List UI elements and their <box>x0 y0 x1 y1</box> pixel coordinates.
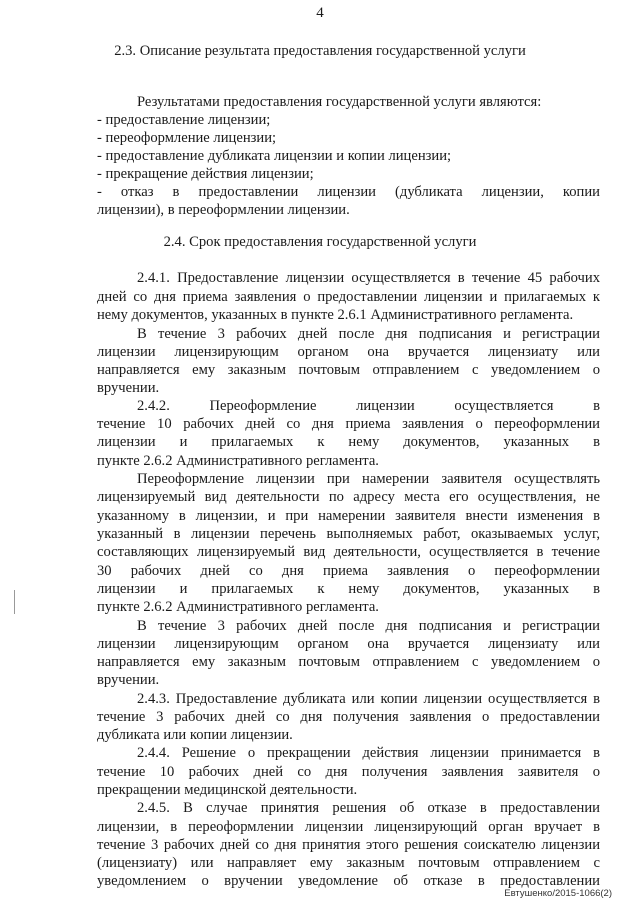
text-line: лицензии, в переоформлении лицензии лицензирующий орган вручает в <box>97 819 600 835</box>
text-line: течение 10 рабочих дней со дня получения заявления заявителя о <box>97 764 600 780</box>
text-line: пункте 2.6.2 Административного регламента. <box>97 453 379 469</box>
text-line: лицензии и прилагаемых к нему документов, указанных в <box>97 434 600 450</box>
text-line: - предоставление дубликата лицензии и копии лицензии; <box>97 148 452 164</box>
text-line: - предоставление лицензии; <box>97 112 271 128</box>
text-line: направляется ему заказным почтовым отправлением с уведомлением о <box>97 362 600 378</box>
text-line: - отказ в предоставлении лицензии (дубликата лицензии, копии <box>97 184 600 200</box>
text-line: течение 3 рабочих дней со дня принятия этого решения соискателю лицензии <box>97 837 600 853</box>
text-line: направляется ему заказным почтовым отправлением с уведомлением о <box>97 654 600 670</box>
text-line: (лицензиату) или направляет ему заказным почтовым отправлением с <box>97 855 600 871</box>
text-line: лицензии лицензирующим органом она вручается лицензиату или <box>97 344 600 360</box>
text-line: указанный в лицензии перечень выполняемых работ, оказываемых услуг, <box>97 526 600 542</box>
footer-code: Евтушенко/2015-1066(2) <box>504 888 612 899</box>
text-line: 2.4.3. Предоставление дубликата или копии лицензии осуществляется в <box>137 691 600 707</box>
text-line: лицензии и прилагаемых к нему документов, указанных в <box>97 581 600 597</box>
text-line: 2.4.4. Решение о прекращении действия лицензии принимается в <box>137 745 600 761</box>
text-line: В течение 3 рабочих дней после дня подписания и регистрации <box>137 618 600 634</box>
text-line: указанному в лицензии, и при намерении заявителя внести изменения в <box>97 508 600 524</box>
text-line: течение 3 рабочих дней со дня получения заявления о предоставлении <box>97 709 600 725</box>
text-line: течение 10 рабочих дней со дня приема заявления о переоформлении <box>97 416 600 432</box>
text-line: вручении. <box>97 672 160 688</box>
text-line: 2.4.5. В случае принятия решения об отказе в предоставлении <box>137 800 600 816</box>
text-line: лицензируемый вид деятельности по адресу места его осуществления, не <box>97 489 600 505</box>
page-number: 4 <box>316 5 324 21</box>
text-line: 2.4.1. Предоставление лицензии осуществляется в течение 45 рабочих <box>137 270 600 286</box>
text-line: уведомлением о вручении уведомление об отказе в предоставлении <box>97 873 600 889</box>
text-line: 30 рабочих дней со дня приема заявления о переоформлении <box>97 563 600 579</box>
text-line: пункте 2.6.2 Административного регламента. <box>97 599 379 615</box>
text-line: - прекращение действия лицензии; <box>97 166 314 182</box>
text-line: лицензии лицензирующим органом она вручается лицензиату или <box>97 636 600 652</box>
text-line: дубликата или копии лицензии. <box>97 727 293 743</box>
section-heading-2-3: 2.3. Описание результата предоставления государственной услуги <box>114 43 526 59</box>
text-line: составляющих лицензируемый вид деятельности, осуществляется в течение <box>97 544 600 560</box>
text-line: Результатами предоставления государственной услуги являются: <box>137 94 542 110</box>
text-line: 2.4.2. Переоформление лицензии осуществляется в <box>137 398 600 414</box>
text-line: В течение 3 рабочих дней после дня подписания и регистрации <box>137 326 600 342</box>
text-line: лицензии), в переоформлении лицензии. <box>97 202 350 218</box>
scan-margin-mark <box>14 590 15 614</box>
section-heading-2-4: 2.4. Срок предоставления государственной услуги <box>163 234 477 250</box>
text-line: дней со дня приема заявления о предоставлении лицензии и прилагаемых к <box>97 289 600 305</box>
text-line: вручении. <box>97 380 160 396</box>
text-line: нему документов, указанных в пункте 2.6.1 Административного регламента. <box>97 307 574 323</box>
text-line: - переоформление лицензии; <box>97 130 277 146</box>
text-line: прекращении медицинской деятельности. <box>97 782 358 798</box>
text-line: Переоформление лицензии при намерении заявителя осуществлять <box>137 471 600 487</box>
